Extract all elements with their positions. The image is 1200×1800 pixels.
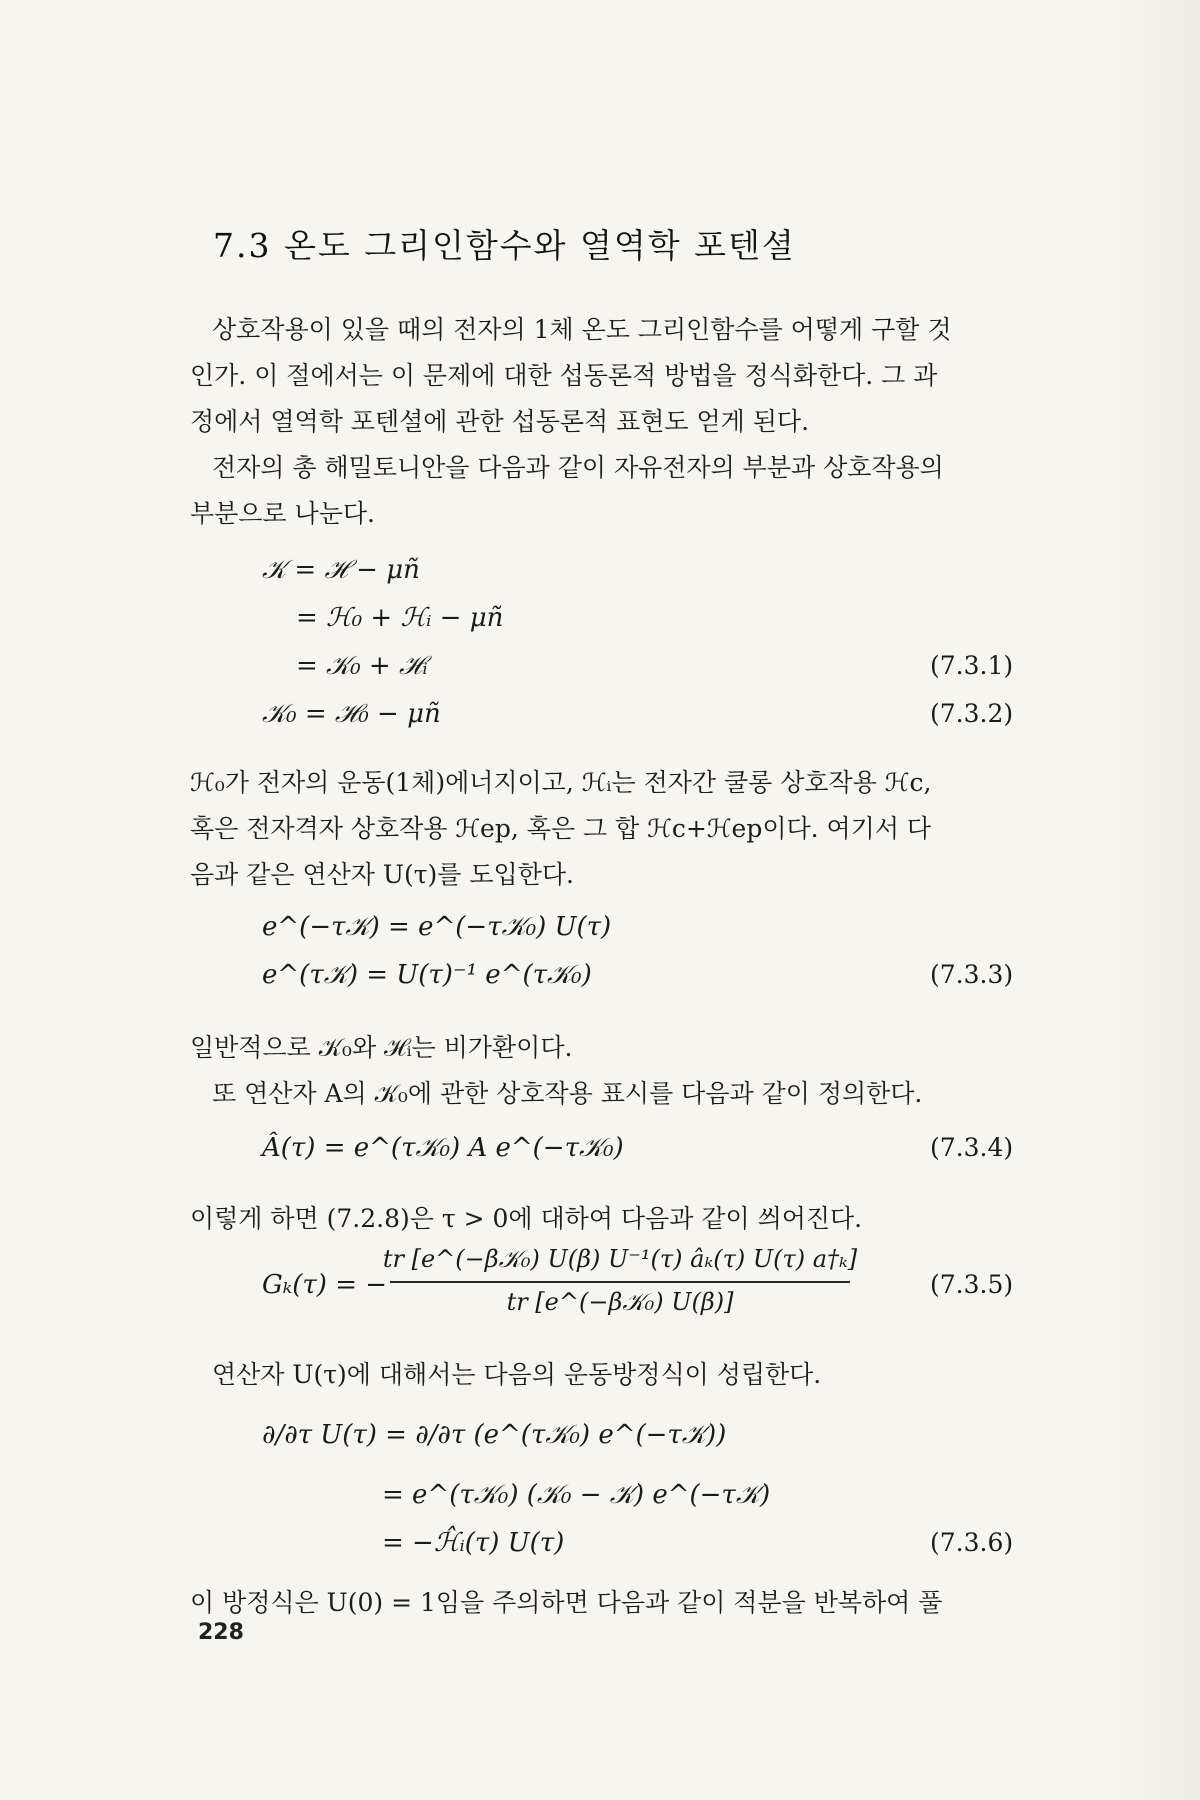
- paragraph-line: 부분으로 나눈다.: [190, 499, 375, 528]
- equation: e^(τ𝒦) = U(τ)⁻¹ e^(τ𝒦₀): [262, 960, 592, 990]
- fraction-bar: [390, 1281, 850, 1283]
- paragraph-line: 이 방정식은 U(0) = 1임을 주의하면 다음과 같이 적분을 반복하여 풀: [190, 1588, 943, 1617]
- equation-number: (7.3.3): [930, 960, 1014, 989]
- paragraph-line: 전자의 총 해밀토니안을 다음과 같이 자유전자의 부분과 상호작용의: [212, 453, 944, 482]
- equation-number: (7.3.4): [930, 1133, 1014, 1162]
- equation: = −ℋ̂ᵢ(τ) U(τ): [382, 1528, 565, 1558]
- equation-number: (7.3.2): [930, 699, 1014, 728]
- equation: = 𝒦₀ + ℋᵢ: [296, 651, 428, 681]
- paragraph-line: 혹은 전자격자 상호작용 ℋep, 혹은 그 합 ℋc+ℋep이다. 여기서 다: [190, 814, 932, 843]
- paragraph-line: 이렇게 하면 (7.2.8)은 τ > 0에 대하여 다음과 같이 씌어진다.: [190, 1204, 863, 1233]
- equation: ∂/∂τ U(τ) = ∂/∂τ (e^(τ𝒦₀) e^(−τ𝒦)): [262, 1420, 727, 1450]
- section-title: 7.3 온도 그리인함수와 열역학 포텐셜: [213, 226, 796, 265]
- fraction-denominator: tr [e^(−β𝒦₀) U(β)]: [506, 1288, 734, 1316]
- equation: 𝒦 = ℋ − μñ: [262, 555, 420, 585]
- equation: e^(−τ𝒦) = e^(−τ𝒦₀) U(τ): [262, 912, 612, 942]
- paragraph-line: 연산자 U(τ)에 대해서는 다음의 운동방정식이 성립한다.: [212, 1360, 822, 1389]
- fraction-numerator: tr [e^(−β𝒦₀) U(β) U⁻¹(τ) âₖ(τ) U(τ) a†ₖ]: [382, 1245, 858, 1273]
- paragraph-line: 상호작용이 있을 때의 전자의 1체 온도 그리인함수를 어떻게 구할 것: [212, 315, 952, 344]
- equation-number: (7.3.5): [930, 1270, 1014, 1299]
- page-number: 228: [198, 1620, 244, 1645]
- equation: = ℋ₀ + ℋᵢ − μñ: [296, 603, 504, 633]
- equation-lhs: Gₖ(τ) = −: [262, 1270, 388, 1300]
- equation: Â(τ) = e^(τ𝒦₀) A e^(−τ𝒦₀): [262, 1133, 624, 1163]
- paragraph-line: 또 연산자 A의 𝒦₀에 관한 상호작용 표시를 다음과 같이 정의한다.: [212, 1079, 923, 1108]
- equation-number: (7.3.1): [930, 651, 1014, 680]
- page-edge-shadow: [1090, 0, 1200, 1800]
- paragraph-line: 일반적으로 𝒦₀와 ℋᵢ는 비가환이다.: [190, 1033, 573, 1062]
- equation: = e^(τ𝒦₀) (𝒦₀ − 𝒦) e^(−τ𝒦): [382, 1480, 771, 1510]
- paragraph-line: 인가. 이 절에서는 이 문제에 대한 섭동론적 방법을 정식화한다. 그 과: [190, 361, 938, 390]
- paragraph-line: ℋ₀가 전자의 운동(1체)에너지이고, ℋᵢ는 전자간 쿨롱 상호작용 ℋc,: [190, 768, 932, 797]
- paragraph-line: 정에서 열역학 포텐셜에 관한 섭동론적 표현도 얻게 된다.: [190, 407, 810, 436]
- paragraph-line: 음과 같은 연산자 U(τ)를 도입한다.: [190, 860, 574, 889]
- equation: 𝒦₀ = ℋ₀ − μñ: [262, 699, 441, 729]
- equation-number: (7.3.6): [930, 1528, 1014, 1557]
